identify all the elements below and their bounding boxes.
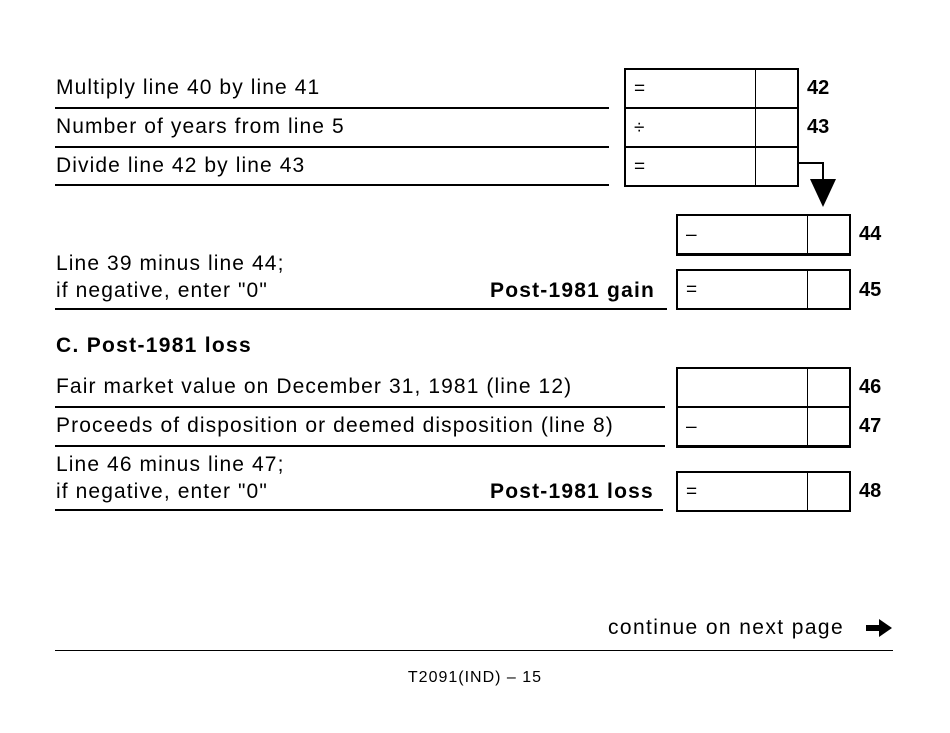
line-48-amount-field[interactable] bbox=[676, 471, 851, 512]
minus-sign: – bbox=[686, 224, 697, 245]
line-number-48: 48 bbox=[859, 480, 882, 502]
row-divide-rule bbox=[55, 184, 609, 186]
line-44-amount-field[interactable] bbox=[676, 214, 851, 256]
post-1981-gain-label: Post-1981 gain bbox=[490, 279, 656, 302]
arrow-down-icon bbox=[790, 155, 840, 210]
cents-divider bbox=[807, 367, 808, 408]
equals-sign: = bbox=[634, 78, 646, 99]
line-number-45: 45 bbox=[859, 279, 882, 301]
line-number-43: 43 bbox=[807, 116, 830, 138]
cents-divider bbox=[755, 107, 756, 148]
footer-rule bbox=[55, 650, 893, 651]
row-45-label-line2: if negative, enter "0" bbox=[56, 279, 268, 302]
divide-result-field[interactable] bbox=[624, 146, 799, 187]
row-48-label-line1: Line 46 minus line 47; bbox=[56, 453, 285, 476]
equals-sign: = bbox=[634, 156, 646, 177]
line-45-amount-field[interactable] bbox=[676, 269, 851, 310]
line-number-44: 44 bbox=[859, 223, 882, 245]
divide-sign: ÷ bbox=[634, 117, 645, 138]
line-number-42: 42 bbox=[807, 77, 830, 99]
cents-divider bbox=[807, 406, 808, 447]
line-number-46: 46 bbox=[859, 376, 882, 398]
row-46-label: Fair market value on December 31, 1981 (line 12) bbox=[56, 375, 573, 398]
equals-sign: = bbox=[686, 279, 698, 300]
row-45-label-line1: Line 39 minus line 44; bbox=[56, 252, 285, 275]
line-47-amount-field[interactable] bbox=[676, 406, 851, 448]
line-number-47: 47 bbox=[859, 415, 882, 437]
row-42-rule bbox=[55, 107, 609, 109]
section-c-heading: C. Post-1981 loss bbox=[56, 334, 253, 357]
cents-divider bbox=[755, 68, 756, 109]
row-42-label: Multiply line 40 by line 41 bbox=[56, 76, 321, 99]
line-46-amount-field[interactable] bbox=[676, 367, 851, 408]
minus-sign: – bbox=[686, 416, 697, 437]
row-48-label-line2: if negative, enter "0" bbox=[56, 480, 268, 503]
row-43-label: Number of years from line 5 bbox=[56, 115, 345, 138]
cents-divider bbox=[755, 146, 756, 187]
line-42-amount-field[interactable] bbox=[624, 68, 799, 109]
post-1981-loss-label: Post-1981 loss bbox=[490, 480, 654, 503]
row-45-rule bbox=[55, 308, 667, 310]
row-divide-label: Divide line 42 by line 43 bbox=[56, 154, 306, 177]
cents-divider bbox=[807, 214, 808, 255]
cents-divider bbox=[807, 269, 808, 310]
cents-divider bbox=[807, 471, 808, 512]
line-43-amount-field[interactable] bbox=[624, 107, 799, 148]
row-47-rule bbox=[55, 445, 665, 447]
arrow-right-icon bbox=[864, 616, 894, 640]
row-48-rule bbox=[55, 509, 663, 511]
row-47-label: Proceeds of disposition or deemed disposition (line 8) bbox=[56, 414, 614, 437]
continue-on-next-page-text: continue on next page bbox=[608, 616, 845, 639]
equals-sign: = bbox=[686, 481, 698, 502]
row-43-rule bbox=[55, 146, 609, 148]
page-identifier: T2091(IND) – 15 bbox=[407, 669, 543, 686]
row-46-rule bbox=[55, 406, 665, 408]
